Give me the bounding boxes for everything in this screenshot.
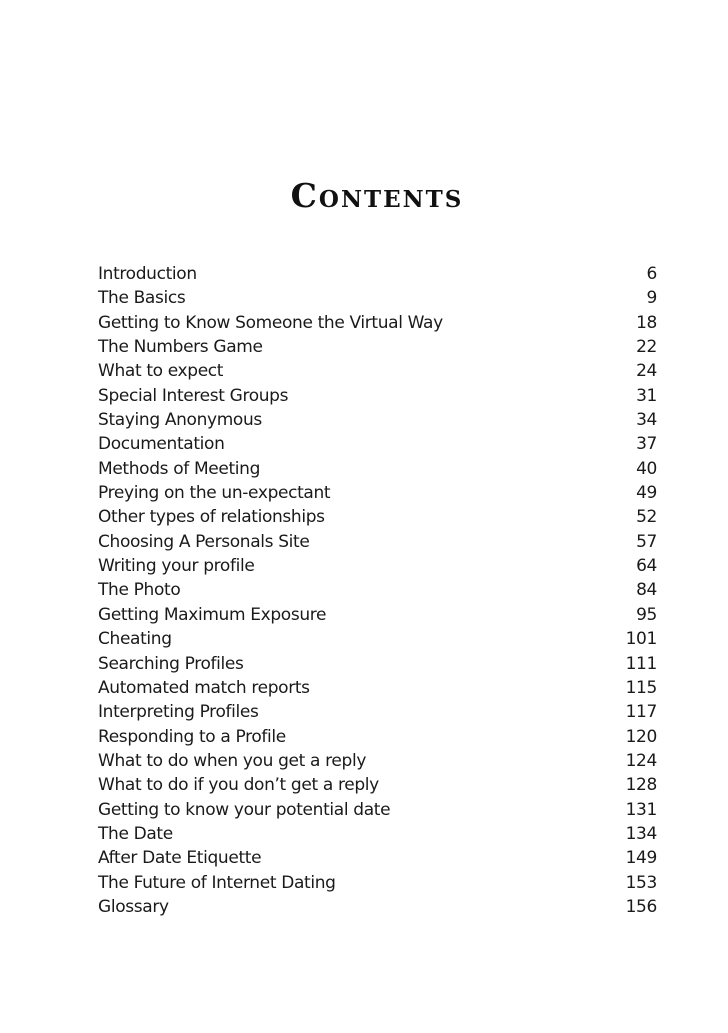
toc-entry-title: The Photo <box>98 580 181 601</box>
toc-entry-title: Automated match reports <box>98 677 310 698</box>
toc-entry-page-number: 9 <box>646 288 657 309</box>
toc-entry <box>98 408 657 432</box>
page-title: Contents <box>290 176 464 215</box>
toc-entry-title: The Date <box>98 823 173 844</box>
toc-entry-page-number: 101 <box>625 629 657 650</box>
toc-entry <box>98 457 657 481</box>
toc-entry-page-number: 34 <box>636 410 657 431</box>
toc-entry <box>98 335 657 359</box>
toc-entry-page-number: 111 <box>625 653 657 674</box>
toc-entry-title: Other types of relationships <box>98 507 325 528</box>
toc-entry-page-number: 124 <box>625 750 657 771</box>
toc-entry-page-number: 37 <box>636 434 657 455</box>
toc-entry <box>98 676 657 700</box>
toc-entry-page-number: 52 <box>636 507 657 528</box>
toc-entry <box>98 432 657 456</box>
table-of-contents <box>98 262 657 919</box>
toc-entry-title: Getting to Know Someone the Virtual Way <box>98 312 443 333</box>
toc-entry <box>98 749 657 773</box>
toc-entry <box>98 384 657 408</box>
toc-entry-page-number: 153 <box>625 872 657 893</box>
toc-entry <box>98 578 657 602</box>
toc-entry <box>98 481 657 505</box>
toc-entry-title: Getting to know your potential date <box>98 799 391 820</box>
toc-entry <box>98 871 657 895</box>
toc-entry-page-number: 95 <box>636 604 657 625</box>
toc-entry-title: Getting Maximum Exposure <box>98 604 327 625</box>
toc-entry-title: Cheating <box>98 629 172 650</box>
toc-entry-page-number: 64 <box>636 556 657 577</box>
toc-entry <box>98 700 657 724</box>
toc-entry <box>98 773 657 797</box>
toc-entry-title: Introduction <box>98 264 197 284</box>
toc-entry-page-number: 149 <box>625 848 657 869</box>
toc-entry <box>98 798 657 822</box>
toc-entry <box>98 262 657 286</box>
toc-entry <box>98 359 657 383</box>
toc-entry-page-number: 18 <box>636 312 657 333</box>
toc-entry-title: Preying on the un-expectant <box>98 483 331 504</box>
toc-entry-page-number: 117 <box>625 702 657 723</box>
toc-entry-page-number: 31 <box>636 385 657 406</box>
toc-entry <box>98 725 657 749</box>
toc-entry <box>98 311 657 335</box>
toc-entry <box>98 286 657 310</box>
toc-entry-page-number: 84 <box>636 580 657 601</box>
toc-entry-page-number: 49 <box>636 483 657 504</box>
toc-entry-page-number: 131 <box>625 799 657 820</box>
toc-entry <box>98 603 657 627</box>
toc-entry-title: Responding to a Profile <box>98 726 286 747</box>
toc-entry-title: Writing your profile <box>98 556 255 577</box>
toc-entry-title: What to do if you don’t get a reply <box>98 775 379 796</box>
toc-entry <box>98 530 657 554</box>
toc-entry-page-number: 120 <box>625 726 657 747</box>
toc-entry-title: Special Interest Groups <box>98 385 289 406</box>
toc-entry-page-number: 128 <box>625 775 657 796</box>
toc-entry-title: The Numbers Game <box>98 337 263 358</box>
toc-entry <box>98 822 657 846</box>
toc-entry <box>98 652 657 676</box>
toc-entry <box>98 627 657 651</box>
toc-entry-page-number: 57 <box>636 531 657 552</box>
toc-entry <box>98 846 657 870</box>
toc-entry-page-number: 6 <box>646 264 657 284</box>
toc-entry-title: The Basics <box>98 288 186 309</box>
toc-entry-title: Searching Profiles <box>98 653 244 674</box>
toc-entry-title: The Future of Internet Dating <box>98 872 336 893</box>
toc-entry-page-number: 24 <box>636 361 657 382</box>
toc-entry-page-number: 22 <box>636 337 657 358</box>
toc-entry-page-number: 134 <box>625 823 657 844</box>
toc-entry <box>98 895 657 919</box>
toc-entry-title: What to expect <box>98 361 224 382</box>
toc-entry-page-number: 115 <box>625 677 657 698</box>
toc-entry-title: After Date Etiquette <box>98 848 262 869</box>
toc-entry-title: Choosing A Personals Site <box>98 531 310 552</box>
toc-entry-title: What to do when you get a reply <box>98 750 367 771</box>
toc-entry-title: Methods of Meeting <box>98 458 261 479</box>
toc-entry-title: Documentation <box>98 434 225 455</box>
toc-entry-title: Interpreting Profiles <box>98 702 259 723</box>
toc-entry-title: Glossary <box>98 896 169 917</box>
toc-entry-title: Staying Anonymous <box>98 410 262 431</box>
toc-entry-page-number: 156 <box>625 896 657 917</box>
toc-entry-page-number: 40 <box>636 458 657 479</box>
toc-entry <box>98 554 657 578</box>
toc-entry <box>98 505 657 529</box>
